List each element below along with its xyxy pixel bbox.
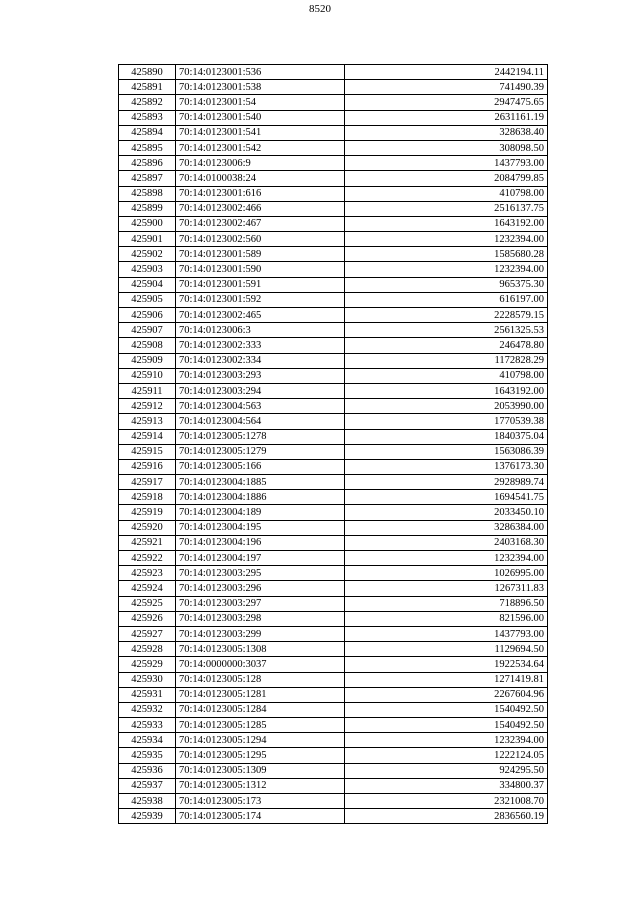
cadastral-number-cell: 70:14:0123005:1295 (176, 748, 345, 763)
cadastral-number-cell: 70:14:0123003:296 (176, 581, 345, 596)
cadastral-number-cell: 70:14:0123001:590 (176, 262, 345, 277)
table-row (119, 763, 548, 778)
cadastral-number-cell: 70:14:0123003:297 (176, 596, 345, 611)
row-number-cell: 425924 (119, 581, 176, 596)
row-number-cell: 425893 (119, 110, 176, 125)
cadastral-number-cell: 70:14:0123002:466 (176, 201, 345, 216)
row-number-cell: 425899 (119, 201, 176, 216)
value-cell: 1694541.75 (345, 490, 548, 505)
table-row (119, 247, 548, 262)
row-number-cell: 425916 (119, 459, 176, 474)
value-cell: 741490.39 (345, 80, 548, 95)
cadastral-number-cell: 70:14:0123006:3 (176, 323, 345, 338)
value-cell: 2516137.75 (345, 201, 548, 216)
value-cell: 924295.50 (345, 763, 548, 778)
value-cell: 1232394.00 (345, 232, 548, 247)
value-cell: 821596.00 (345, 611, 548, 626)
value-cell: 965375.30 (345, 277, 548, 292)
table-row (119, 65, 548, 80)
row-number-cell: 425934 (119, 733, 176, 748)
value-cell: 2321008.70 (345, 794, 548, 809)
row-number-cell: 425915 (119, 444, 176, 459)
value-cell: 1770539.38 (345, 414, 548, 429)
row-number-cell: 425920 (119, 520, 176, 535)
row-number-cell: 425897 (119, 171, 176, 186)
value-cell: 2084799.85 (345, 171, 548, 186)
row-number-cell: 425909 (119, 353, 176, 368)
value-cell: 2228579.15 (345, 308, 548, 323)
table-row (119, 459, 548, 474)
cadastral-number-cell: 70:14:0100038:24 (176, 171, 345, 186)
row-number-cell: 425919 (119, 505, 176, 520)
value-cell: 1540492.50 (345, 702, 548, 717)
table-row (119, 520, 548, 535)
row-number-cell: 425933 (119, 718, 176, 733)
value-cell: 1376173.30 (345, 459, 548, 474)
row-number-cell: 425939 (119, 809, 176, 824)
table-row (119, 794, 548, 809)
value-cell: 2631161.19 (345, 110, 548, 125)
row-number-cell: 425938 (119, 794, 176, 809)
value-cell: 718896.50 (345, 596, 548, 611)
cadastral-number-cell: 70:14:0123005:1281 (176, 687, 345, 702)
table-row (119, 323, 548, 338)
value-cell: 1585680.28 (345, 247, 548, 262)
table-row (119, 535, 548, 550)
table-row (119, 308, 548, 323)
value-cell: 1643192.00 (345, 216, 548, 231)
row-number-cell: 425903 (119, 262, 176, 277)
value-cell: 1222124.05 (345, 748, 548, 763)
table-row (119, 338, 548, 353)
value-cell: 2561325.53 (345, 323, 548, 338)
cadastral-number-cell: 70:14:0123005:1294 (176, 733, 345, 748)
row-number-cell: 425931 (119, 687, 176, 702)
cadastral-number-cell: 70:14:0123005:1308 (176, 642, 345, 657)
row-number-cell: 425925 (119, 596, 176, 611)
value-cell: 2033450.10 (345, 505, 548, 520)
row-number-cell: 425896 (119, 156, 176, 171)
cadastral-number-cell: 70:14:0123005:174 (176, 809, 345, 824)
table-row (119, 505, 548, 520)
row-number-cell: 425905 (119, 292, 176, 307)
table-row (119, 171, 548, 186)
cadastral-number-cell: 70:14:0123004:1885 (176, 475, 345, 490)
table-row (119, 566, 548, 581)
row-number-cell: 425900 (119, 216, 176, 231)
row-number-cell: 425914 (119, 429, 176, 444)
value-cell: 328638.40 (345, 125, 548, 140)
value-cell: 1437793.00 (345, 156, 548, 171)
row-number-cell: 425901 (119, 232, 176, 247)
cadastral-number-cell: 70:14:0123005:1284 (176, 702, 345, 717)
value-cell: 2442194.11 (345, 65, 548, 80)
table-row (119, 733, 548, 748)
table-row (119, 232, 548, 247)
value-cell: 2947475.65 (345, 95, 548, 110)
cadastral-number-cell: 70:14:0123005:1285 (176, 718, 345, 733)
cadastral-number-cell: 70:14:0123003:293 (176, 368, 345, 383)
table-row (119, 262, 548, 277)
table-row (119, 95, 548, 110)
table-row (119, 216, 548, 231)
table-row (119, 490, 548, 505)
table-row (119, 399, 548, 414)
records-table (118, 64, 548, 824)
cadastral-number-cell: 70:14:0123002:467 (176, 216, 345, 231)
value-cell: 1540492.50 (345, 718, 548, 733)
cadastral-number-cell: 70:14:0123001:592 (176, 292, 345, 307)
page-number: 8520 (309, 3, 331, 15)
table-row (119, 551, 548, 566)
table-row (119, 718, 548, 733)
table-row (119, 626, 548, 641)
cadastral-number-cell: 70:14:0123004:197 (176, 551, 345, 566)
cadastral-number-cell: 70:14:0123004:1886 (176, 490, 345, 505)
table-row (119, 186, 548, 201)
table-row (119, 702, 548, 717)
row-number-cell: 425907 (119, 323, 176, 338)
cadastral-number-cell: 70:14:0123001:616 (176, 186, 345, 201)
table-row (119, 672, 548, 687)
cadastral-number-cell: 70:14:0123005:166 (176, 459, 345, 474)
table-row (119, 444, 548, 459)
cadastral-number-cell: 70:14:0123001:542 (176, 140, 345, 155)
row-number-cell: 425921 (119, 535, 176, 550)
row-number-cell: 425904 (119, 277, 176, 292)
table-row (119, 80, 548, 95)
row-number-cell: 425892 (119, 95, 176, 110)
table-row (119, 277, 548, 292)
table-row (119, 687, 548, 702)
row-number-cell: 425908 (119, 338, 176, 353)
cadastral-number-cell: 70:14:0000000:3037 (176, 657, 345, 672)
cadastral-number-cell: 70:14:0123003:299 (176, 626, 345, 641)
table-row (119, 581, 548, 596)
row-number-cell: 425911 (119, 383, 176, 398)
cadastral-number-cell: 70:14:0123005:1279 (176, 444, 345, 459)
value-cell: 246478.80 (345, 338, 548, 353)
value-cell: 1232394.00 (345, 551, 548, 566)
table-row (119, 140, 548, 155)
value-cell: 1172828.29 (345, 353, 548, 368)
cadastral-number-cell: 70:14:0123005:173 (176, 794, 345, 809)
row-number-cell: 425927 (119, 626, 176, 641)
value-cell: 2836560.19 (345, 809, 548, 824)
value-cell: 1563086.39 (345, 444, 548, 459)
cadastral-number-cell: 70:14:0123002:334 (176, 353, 345, 368)
cadastral-number-cell: 70:14:0123004:564 (176, 414, 345, 429)
cadastral-number-cell: 70:14:0123001:541 (176, 125, 345, 140)
table-row (119, 125, 548, 140)
table-row (119, 778, 548, 793)
cadastral-number-cell: 70:14:0123005:1312 (176, 778, 345, 793)
value-cell: 1271419.81 (345, 672, 548, 687)
value-cell: 1840375.04 (345, 429, 548, 444)
value-cell: 1026995.00 (345, 566, 548, 581)
row-number-cell: 425937 (119, 778, 176, 793)
cadastral-number-cell: 70:14:0123001:536 (176, 65, 345, 80)
row-number-cell: 425894 (119, 125, 176, 140)
cadastral-number-cell: 70:14:0123003:295 (176, 566, 345, 581)
table-row (119, 596, 548, 611)
cadastral-number-cell: 70:14:0123001:591 (176, 277, 345, 292)
cadastral-number-cell: 70:14:0123001:538 (176, 80, 345, 95)
value-cell: 2267604.96 (345, 687, 548, 702)
cadastral-number-cell: 70:14:0123004:196 (176, 535, 345, 550)
value-cell: 334800.37 (345, 778, 548, 793)
row-number-cell: 425913 (119, 414, 176, 429)
row-number-cell: 425891 (119, 80, 176, 95)
row-number-cell: 425906 (119, 308, 176, 323)
table-row (119, 748, 548, 763)
cadastral-number-cell: 70:14:0123002:333 (176, 338, 345, 353)
value-cell: 410798.00 (345, 368, 548, 383)
row-number-cell: 425898 (119, 186, 176, 201)
records-table-body (119, 65, 548, 824)
row-number-cell: 425926 (119, 611, 176, 626)
value-cell: 1232394.00 (345, 733, 548, 748)
table-row (119, 292, 548, 307)
row-number-cell: 425918 (119, 490, 176, 505)
cadastral-number-cell: 70:14:0123001:54 (176, 95, 345, 110)
value-cell: 308098.50 (345, 140, 548, 155)
table-row (119, 611, 548, 626)
cadastral-number-cell: 70:14:0123003:298 (176, 611, 345, 626)
row-number-cell: 425930 (119, 672, 176, 687)
value-cell: 410798.00 (345, 186, 548, 201)
row-number-cell: 425917 (119, 475, 176, 490)
row-number-cell: 425928 (119, 642, 176, 657)
row-number-cell: 425932 (119, 702, 176, 717)
row-number-cell: 425936 (119, 763, 176, 778)
row-number-cell: 425895 (119, 140, 176, 155)
cadastral-number-cell: 70:14:0123004:189 (176, 505, 345, 520)
cadastral-number-cell: 70:14:0123002:465 (176, 308, 345, 323)
value-cell: 1643192.00 (345, 383, 548, 398)
row-number-cell: 425912 (119, 399, 176, 414)
row-number-cell: 425910 (119, 368, 176, 383)
table-row (119, 201, 548, 216)
table-row (119, 475, 548, 490)
cadastral-number-cell: 70:14:0123001:589 (176, 247, 345, 262)
table-row (119, 809, 548, 824)
value-cell: 1232394.00 (345, 262, 548, 277)
cadastral-number-cell: 70:14:0123005:1309 (176, 763, 345, 778)
value-cell: 1129694.50 (345, 642, 548, 657)
table-row (119, 156, 548, 171)
table-row (119, 414, 548, 429)
value-cell: 1267311.83 (345, 581, 548, 596)
value-cell: 616197.00 (345, 292, 548, 307)
table-row (119, 429, 548, 444)
cadastral-number-cell: 70:14:0123004:195 (176, 520, 345, 535)
table-row (119, 657, 548, 672)
table-row (119, 642, 548, 657)
table-row (119, 368, 548, 383)
row-number-cell: 425922 (119, 551, 176, 566)
value-cell: 2928989.74 (345, 475, 548, 490)
cadastral-number-cell: 70:14:0123005:128 (176, 672, 345, 687)
cadastral-number-cell: 70:14:0123005:1278 (176, 429, 345, 444)
value-cell: 3286384.00 (345, 520, 548, 535)
row-number-cell: 425923 (119, 566, 176, 581)
row-number-cell: 425890 (119, 65, 176, 80)
row-number-cell: 425902 (119, 247, 176, 262)
table-row (119, 383, 548, 398)
cadastral-number-cell: 70:14:0123006:9 (176, 156, 345, 171)
value-cell: 1922534.64 (345, 657, 548, 672)
table-row (119, 110, 548, 125)
value-cell: 2053990.00 (345, 399, 548, 414)
cadastral-number-cell: 70:14:0123002:560 (176, 232, 345, 247)
cadastral-number-cell: 70:14:0123003:294 (176, 383, 345, 398)
cadastral-number-cell: 70:14:0123004:563 (176, 399, 345, 414)
cadastral-number-cell: 70:14:0123001:540 (176, 110, 345, 125)
table-row (119, 353, 548, 368)
value-cell: 2403168.30 (345, 535, 548, 550)
row-number-cell: 425935 (119, 748, 176, 763)
value-cell: 1437793.00 (345, 626, 548, 641)
row-number-cell: 425929 (119, 657, 176, 672)
